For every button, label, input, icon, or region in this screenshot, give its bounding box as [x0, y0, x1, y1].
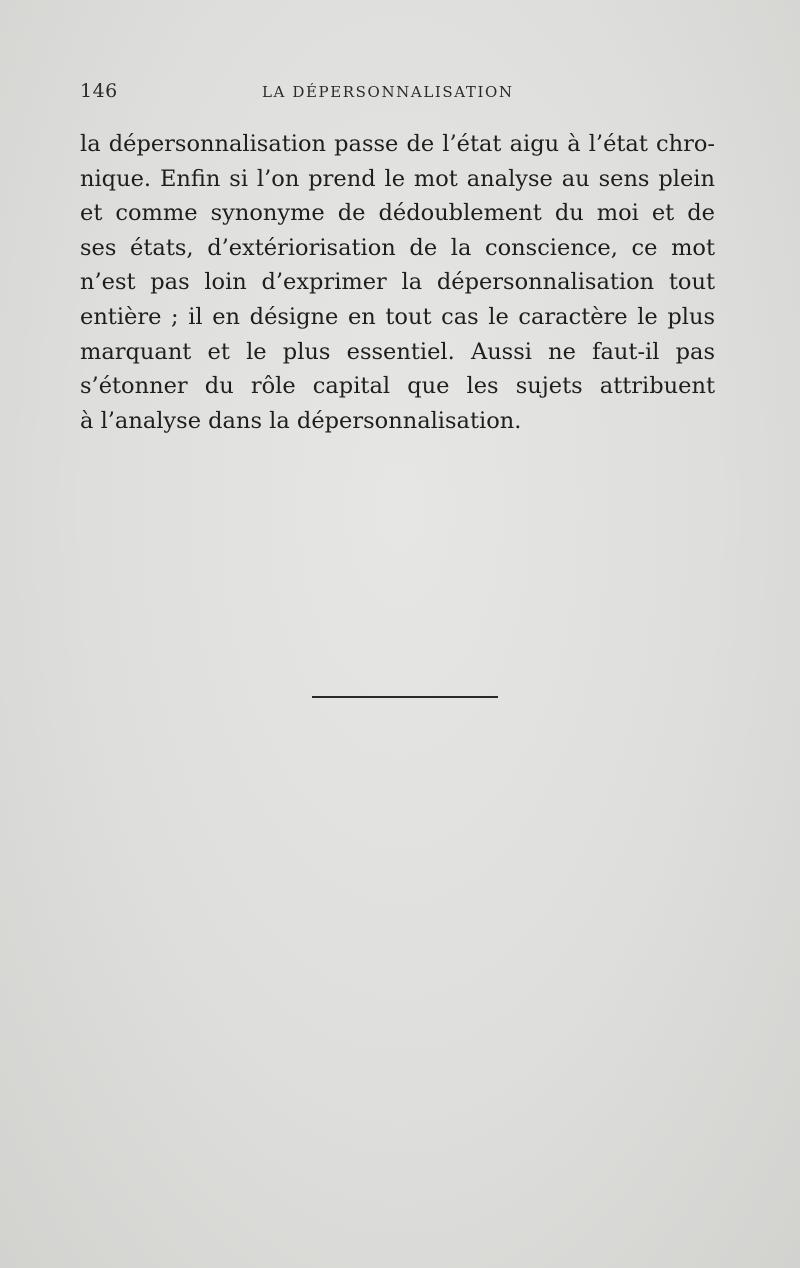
text-line: à l’analyse dans la dépersonnalisation.: [80, 407, 522, 434]
text-line: marquant et le plus essentiel. Aussi ne faut-il pas: [80, 338, 715, 365]
running-head: [80, 80, 715, 110]
text-line: nique. Enfin si l’on prend le mot analyse au sens plein: [80, 165, 715, 192]
text-line: et comme synonyme de dédoublement du moi et de: [80, 200, 715, 227]
chapter-end-rule: [312, 696, 498, 698]
page-number: 146: [80, 80, 118, 102]
text-line: s’étonner du rôle capital que les sujets attribuent: [80, 373, 715, 400]
text-line: la dépersonnalisation passe de l’état aigu à l’état chro-: [80, 131, 715, 157]
running-title: LA DÉPERSONNALISATION: [262, 83, 514, 101]
text-line: ses états, d’extériorisation de la conscience, ce mot: [80, 234, 715, 261]
text-line: entière ; il en désigne en tout cas le caractère le plus: [80, 303, 715, 330]
body-paragraph: [80, 127, 715, 438]
text-line: n’est pas loin d’exprimer la dépersonnalisation tout: [80, 269, 715, 296]
